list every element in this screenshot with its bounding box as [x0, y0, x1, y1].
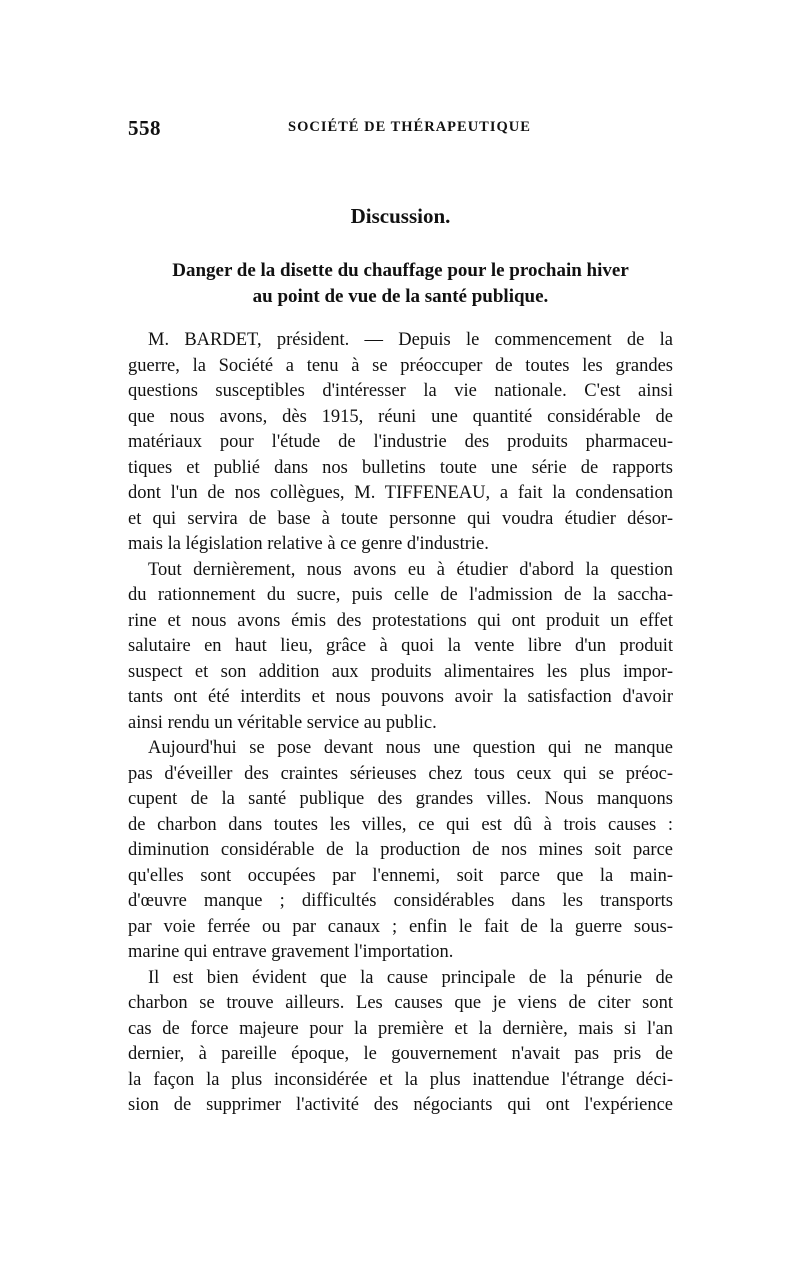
text-line: diminution considérable de la production de nos mines soit parce	[128, 840, 673, 860]
text-line: matériaux pour l'étude de l'industrie des produits pharmaceu-	[128, 432, 673, 452]
text-line: sion de supprimer l'activité des négociants qui ont l'expérience	[128, 1095, 673, 1115]
text-line: Aujourd'hui se pose devant nous une question qui ne manque	[148, 738, 673, 758]
text-line: M. BARDET, président. — Depuis le commencement de la	[148, 330, 673, 350]
text-line: charbon se trouve ailleurs. Les causes que je viens de citer sont	[128, 993, 673, 1013]
text-line: questions susceptibles d'intéresser la vie nationale. C'est ainsi	[128, 381, 673, 401]
text-line: et qui servira de base à toute personne qui voudra étudier désor-	[128, 508, 673, 529]
subtitle-line: au point de vue de la santé publique.	[252, 286, 549, 307]
text-line: tiques et publié dans nos bulletins toute une série de rapports	[128, 457, 673, 478]
text-line: guerre, la Société a tenu à se préoccuper de toutes les grandes	[128, 355, 673, 376]
text-line: d'œuvre manque ; difficultés considérables dans les transports	[128, 891, 673, 911]
text-line: la façon la plus inconsidérée et la plus inattendue l'étrange déci-	[128, 1069, 673, 1090]
body-text	[128, 328, 673, 1119]
text-line: Il est bien évident que la cause principale de la pénurie de	[148, 967, 673, 988]
text-line: tants ont été interdits et nous pouvons avoir la satisfaction d'avoir	[128, 687, 673, 707]
text-line: qu'elles sont occupées par l'ennemi, soit parce que la main-	[128, 865, 673, 886]
text-line: du rationnement du sucre, puis celle de l'admission de la saccha-	[128, 585, 673, 605]
discussion-subtitle	[128, 258, 673, 310]
text-line: que nous avons, dès 1915, réuni une quantité considérable de	[128, 406, 673, 427]
text-line: marine qui entrave gravement l'importation.	[128, 942, 454, 962]
text-line: dernier, à pareille époque, le gouvernement n'avait pas pris de	[128, 1044, 673, 1064]
page-number: 558	[128, 116, 161, 140]
text-line: cas de force majeure pour la première et la dernière, mais si l'an	[128, 1018, 673, 1039]
text-line: par voie ferrée ou par canaux ; enfin le fait de la guerre sous-	[128, 916, 673, 937]
section-title: Discussion.	[350, 204, 451, 228]
running-header	[128, 116, 673, 140]
text-line: de charbon dans toutes les villes, ce qui est dû à trois causes :	[128, 814, 673, 835]
journal-title: SOCIÉTÉ DE THÉRAPEUTIQUE	[288, 119, 531, 135]
text-line: Tout dernièrement, nous avons eu à étudier d'abord la question	[148, 559, 673, 580]
text-line: rine et nous avons émis des protestations qui ont produit un effet	[128, 610, 673, 631]
text-line: dont l'un de nos collègues, M. TIFFENEAU, a fait la condensation	[128, 483, 673, 503]
text-line: salutaire en haut lieu, grâce à quoi la vente libre d'un produit	[128, 636, 673, 656]
subtitle-line: Danger de la disette du chauffage pour le prochain hiver	[172, 260, 629, 281]
text-line: suspect et son addition aux produits alimentaires les plus impor-	[128, 661, 673, 682]
text-line: ainsi rendu un véritable service au public.	[128, 712, 437, 733]
text-line: cupent de la santé publique des grandes villes. Nous manquons	[128, 789, 673, 809]
text-line: pas d'éveiller des craintes sérieuses chez tous ceux qui se préoc-	[128, 763, 673, 784]
text-line: mais la législation relative à ce genre d'industrie.	[128, 534, 489, 554]
